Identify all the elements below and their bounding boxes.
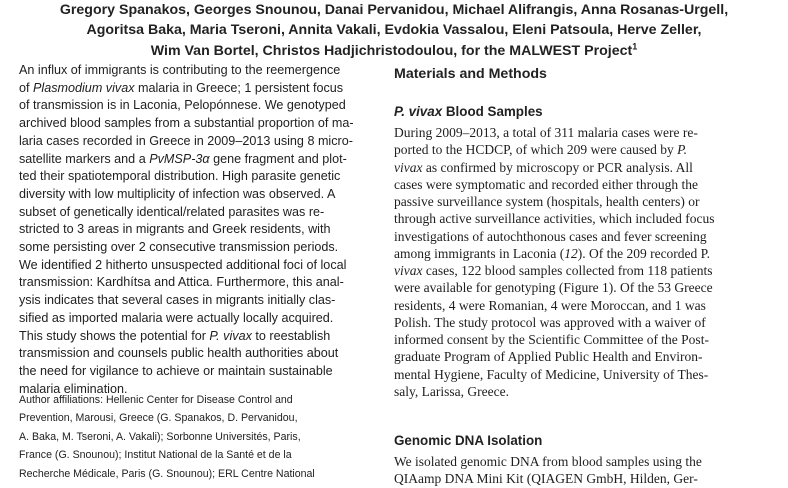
- text-run: among immigrants in Laconia (: [394, 245, 565, 261]
- text-run: transmission: Kardhítsa and Attica. Furthermore, this anal-: [19, 275, 344, 290]
- text-line: [394, 193, 758, 210]
- subsection-heading-text: Blood Samples: [442, 104, 543, 119]
- text-line: [19, 97, 377, 115]
- text-run: graduate Program of Applied Public Health and Environ-: [394, 349, 703, 365]
- text-line: [19, 345, 377, 363]
- text-line: [19, 310, 377, 328]
- abstract-paragraph: [19, 62, 377, 398]
- text-line: [19, 80, 377, 98]
- text-line: [394, 383, 758, 400]
- text-line: France (G. Snounou); Institut National de la Santé et de la: [19, 449, 292, 462]
- subsection-heading-dna-isolation: Genomic DNA Isolation: [394, 433, 543, 448]
- text-line: [394, 262, 758, 279]
- text-line: Author affiliations: Hellenic Center for Disease Control and: [19, 394, 293, 406]
- text-run: of transmission is in Laconia, Pelopónnese. We genotyped: [19, 98, 346, 113]
- dna-isolation-paragraph: [394, 453, 758, 488]
- text-line: [19, 115, 377, 133]
- text-run: some persisting over 2 consecutive transmission periods.: [19, 240, 339, 255]
- text-line: [19, 257, 377, 275]
- author-line: Agoritsa Baka, Maria Tseroni, Annita Vakali, Evdokia Vassalou, Eleni Patsoula, Herve Zeller,: [86, 22, 702, 39]
- text-run: laria cases recorded in Greece in 2009–2013 using 8 micro-: [19, 133, 353, 148]
- text-line: [394, 297, 758, 314]
- text-line: [19, 292, 377, 310]
- text-run: satellite markers and a: [19, 151, 150, 166]
- text-line: We isolated genomic DNA from blood samples using the: [394, 454, 702, 469]
- text-run: malaria elimination.: [19, 381, 128, 396]
- italic-run: P. vivax: [209, 328, 252, 343]
- text-line: [394, 279, 758, 296]
- text-line: [394, 366, 758, 383]
- text-line: [19, 274, 377, 292]
- text-run: cases were symptomatic and recorded either through the: [394, 176, 699, 192]
- text-line: QIAamp DNA Mini Kit (QIAGEN GmbH, Hilden, Ger-: [394, 471, 698, 487]
- text-run: of: [19, 80, 34, 95]
- text-run: ted their spatiotemporal distribution. High parasite genetic: [19, 169, 341, 184]
- subsection-heading-blood-samples: [394, 104, 543, 119]
- text-line: [394, 124, 758, 141]
- subsection-heading-species: P. vivax: [394, 104, 443, 119]
- text-run: subset of genetically identical/related parasites was re-: [19, 204, 325, 219]
- author-list: [0, 0, 788, 61]
- text-run: This study shows the potential for: [19, 328, 210, 343]
- text-run: through active surveillance activities, which included focus: [394, 211, 715, 227]
- text-line: Recherche Médicale, Paris (G. Snounou); ERL Centre National: [19, 467, 315, 480]
- text-run: An influx of immigrants is contributing to the reemergence: [19, 63, 341, 77]
- text-run: the need for vigilance to achieve or maintain sustainable: [19, 363, 333, 378]
- text-run: sified as imported malaria were actually locally acquired.: [19, 310, 334, 325]
- affiliation-footnote-marker: 1: [632, 40, 638, 51]
- section-heading-methods: Materials and Methods: [394, 66, 547, 82]
- text-run: were available for genotyping (Figure 1). Of the 53 Greece: [394, 280, 713, 296]
- text-run: ysis indicates that several cases in migrants initially clas-: [19, 293, 336, 308]
- italic-run: PvMSP-3α: [149, 151, 210, 166]
- text-line: [19, 363, 377, 381]
- italic-run: 12: [564, 245, 578, 261]
- author-line: [0, 41, 788, 61]
- text-line: [394, 141, 758, 158]
- text-run: ). Of the 209 recorded P.: [577, 245, 711, 261]
- text-line: [19, 62, 377, 80]
- text-run: as confirmed by microscopy or PCR analysis. All: [422, 159, 693, 175]
- text-run: saly, Larissa, Greece.: [394, 383, 509, 399]
- text-run: stricted to 3 areas in migrants and Greek residents, with: [19, 222, 331, 237]
- text-line: [19, 204, 377, 222]
- text-line: [394, 331, 758, 348]
- text-run: to reestablish: [251, 328, 331, 343]
- methods-paragraph: [394, 124, 758, 400]
- text-line: Prevention, Marousi, Greece (G. Spanakos, D. Pervanidou,: [19, 412, 298, 425]
- text-line: [394, 210, 758, 227]
- text-run: malaria in Greece; 1 persistent focus: [134, 80, 344, 95]
- text-run: mental Hygiene, Faculty of Medicine, University of Thes-: [394, 366, 709, 382]
- author-line: Gregory Spanakos, Georges Snounou, Danai Pervanidou, Michael Alifrangis, Anna Rosanas-Urgell,: [59, 2, 729, 18]
- text-run: residents, 4 were Romanian, 4 were Moroccan, and 1 was: [394, 297, 706, 313]
- text-line: [19, 186, 377, 204]
- italic-run: vivax: [394, 159, 423, 175]
- text-line: [394, 176, 758, 193]
- text-run: archived blood samples from a substantial proportion of ma-: [19, 116, 354, 131]
- text-line: [394, 228, 758, 245]
- text-line: [19, 168, 377, 186]
- text-line: A. Baka, M. Tseroni, A. Vakali); Sorbonne Universités, Paris,: [19, 430, 301, 443]
- text-line: [19, 151, 377, 169]
- text-line: [394, 314, 758, 331]
- text-run: We identified 2 hitherto unsuspected additional foci of local: [19, 257, 347, 272]
- text-run: informed consent by the Scientific Committee of the Post-: [394, 332, 709, 347]
- text-line: [19, 328, 377, 346]
- author-affiliations: [19, 391, 377, 483]
- text-run: investigations of autochthonous cases and fever screening: [394, 228, 707, 244]
- text-run: ported to the HCDCP, of which 209 were caused by: [394, 142, 678, 158]
- text-line: [394, 159, 758, 176]
- italic-run: P.: [677, 142, 687, 158]
- text-line: [19, 221, 377, 239]
- text-line: [394, 245, 758, 262]
- author-line-text: Wim Van Bortel, Christos Hadjichristodoulou, for the MALWEST Project: [150, 42, 633, 59]
- text-line: [19, 239, 377, 257]
- text-run: passive surveillance system (hospitals, health centers) or: [394, 194, 700, 209]
- text-run: During 2009–2013, a total of 311 malaria cases were re-: [394, 125, 698, 140]
- text-run: transmission and counsels public health authorities about: [19, 346, 339, 361]
- text-run: Polish. The study protocol was approved with a waiver of: [394, 314, 706, 330]
- text-run: gene fragment and plot-: [209, 151, 347, 166]
- italic-run: Plasmodium vivax: [33, 80, 135, 95]
- text-line: [19, 133, 377, 151]
- text-run: diversity with low multiplicity of infection was observed. A: [19, 186, 336, 201]
- text-run: cases, 122 blood samples collected from 118 patients: [422, 263, 713, 278]
- italic-run: vivax: [394, 263, 423, 278]
- text-line: [394, 348, 758, 365]
